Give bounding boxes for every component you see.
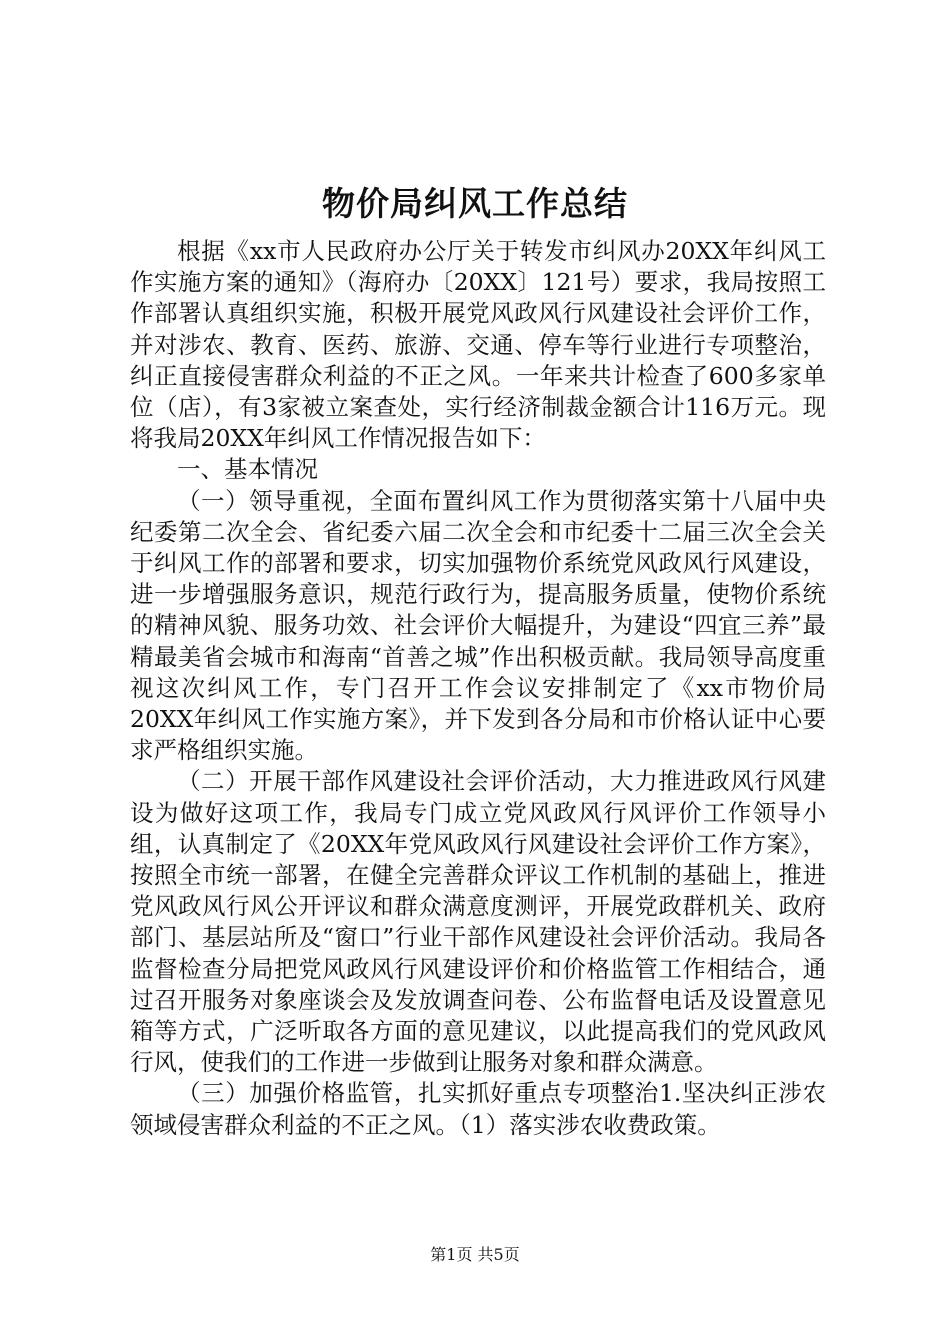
paragraph-intro: 根据《xx市人民政府办公厅关于转发市纠风办20XX年纠风工作实施方案的通知》（海府办〔20XX〕121号）要求，我局按照工作部署认真组织实施，积极开展党风政风行风建设社会评价工作，并对涉农、教育、医药、旅游、交通、停车等行业进行专项整治，纠正直接侵害群众利益的不正之风。一年来共计检查了600多家单位（店），有3家被立案查处，实行经济制裁金额合计116万元。现将我局20XX年纠风工作情况报告如下： bbox=[130, 237, 826, 453]
paragraph-leadership: （一）领导重视，全面布置纠风工作为贯彻落实第十八届中央纪委第二次全会、省纪委六届二次全会和市纪委十二届三次全会关于纠风工作的部署和要求，切实加强物价系统党风政风行风建设，进一步增强服务意识，规范行政行为，提高服务质量，使物价系统的精神风貌、服务功效、社会评价大幅提升，为建设“四宜三养”最精最美省会城市和海南“首善之城”作出积极贡献。我局领导高度重视这次纠风工作，专门召开工作会议安排制定了《xx市物价局20XX年纠风工作实施方案》，并下发到各分局和市价格认证中心要求严格组织实施。 bbox=[130, 486, 826, 765]
paragraph-price-supervision: （三）加强价格监管，扎实抓好重点专项整治1.坚决纠正涉农领域侵害群众利益的不正之风。（1）落实涉农收费政策。 bbox=[130, 1079, 826, 1139]
paragraph-style-evaluation: （二）开展干部作风建设社会评价活动，大力推进政风行风建设为做好这项工作，我局专门成立党风政风行风评价工作领导小组，认真制定了《20XX年党风政风行风建设社会评价工作方案》，按照全市统一部署，在健全完善群众评议工作机制的基础上，推进党风政风行风公开评议和群众满意度测评，开展党政群机关、政府部门、基层站所及“窗口”行业干部作风建设社会评价活动。我局各监督检查分局把党风政风行风建设评价和价格监管工作相结合，通过召开服务对象座谈会及发放调查问卷、公布监督电话及设置意见箱等方式，广泛听取各方面的意见建议，以此提高我们的党风政风行风，使我们的工作进一步做到让服务对象和群众满意。 bbox=[130, 767, 826, 1077]
document-body bbox=[130, 236, 826, 1141]
page-number-footer: 第1页 共5页 bbox=[430, 1245, 520, 1264]
document-title: 物价局纠风工作总结 bbox=[322, 184, 628, 223]
section-heading-basic-situation: 一、基本情况 bbox=[177, 455, 318, 484]
